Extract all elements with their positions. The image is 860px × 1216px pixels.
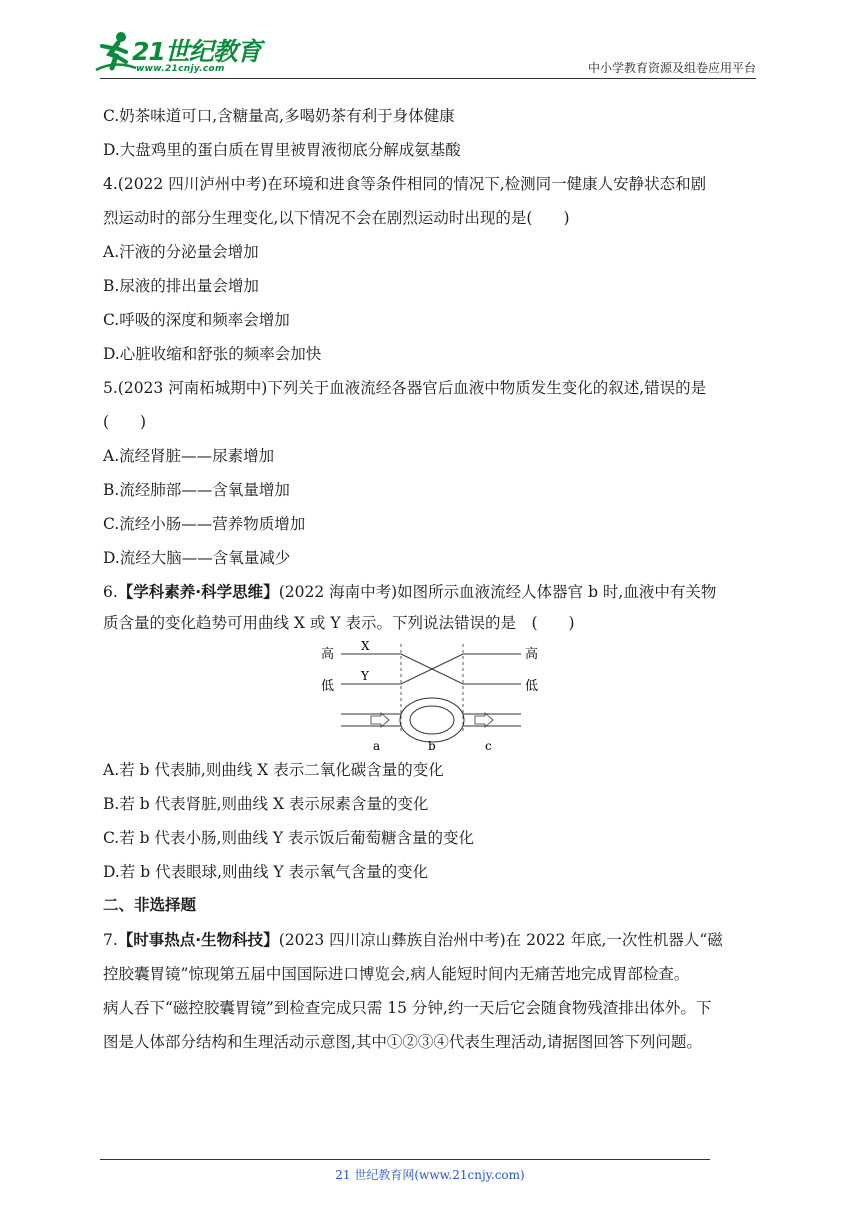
- header-divider: [100, 78, 756, 79]
- flow-arrow-icon: [475, 713, 493, 727]
- q7-stem-line4: 图是人体部分结构和生理活动示意图,其中①②③④代表生理活动,请据图回答下列问题。: [103, 1033, 702, 1051]
- q5-stem-line2: ( ): [103, 413, 147, 431]
- q5-option-c: C.流经小肠——营养物质增加: [103, 515, 306, 533]
- organ-b-inner: [410, 706, 454, 734]
- label-curve-y: Y: [361, 669, 369, 683]
- label-seg-b: b: [428, 739, 436, 753]
- flow-arrow-icon: [371, 713, 389, 727]
- q5-option-b: B.流经肺部——含氧量增加: [103, 481, 290, 499]
- label-low-right: 低: [525, 679, 539, 694]
- logo-url: www.21cnjy.com: [136, 64, 225, 74]
- q7-number: 7.: [103, 931, 118, 949]
- footer-link[interactable]: 21 世纪教育网(www.21cnjy.com): [335, 1168, 525, 1182]
- q6-stem-text: (2022 海南中考)如图所示血液流经人体器官 b 时,血液中有关物: [278, 583, 717, 601]
- q7-stem-text: (2023 四川凉山彝族自治州中考)在 2022 年底,一次性机器人“磁: [278, 931, 723, 949]
- label-high-left: 高: [321, 647, 335, 662]
- logo-text: 21世纪教育: [132, 37, 261, 66]
- q6-option-a: A.若 b 代表肺,则曲线 X 表示二氧化碳含量的变化: [103, 761, 444, 779]
- q4-option-a: A.汗液的分泌量会增加: [103, 243, 259, 261]
- q6-tag: 【学科素养·科学思维】: [117, 583, 279, 601]
- q5-option-a: A.流经肾脏——尿素增加: [103, 447, 275, 465]
- q3-option-d: D.大盘鸡里的蛋白质在胃里被胃液彻底分解成氨基酸: [103, 141, 461, 159]
- label-high-right: 高: [525, 647, 539, 662]
- label-seg-a: a: [373, 739, 381, 753]
- q4-option-c: C.呼吸的深度和频率会增加: [103, 311, 290, 329]
- q3-option-c: C.奶茶味道可口,含糖量高,多喝奶茶有利于身体健康: [103, 107, 455, 125]
- q7-stem-line2: 控胶囊胃镜”惊现第五届中国国际进口博览会,病人能短时间内无痛苦地完成胃部检查。: [103, 965, 690, 983]
- q7-stem-line3: 病人吞下“磁控胶囊胃镜”到检查完成只需 15 分钟,约一天后它会随食物残渣排出体外。下: [103, 999, 712, 1017]
- label-curve-x: X: [361, 639, 370, 653]
- header-platform-label: 中小学教育资源及组卷应用平台: [587, 61, 756, 75]
- q4-stem-line1: 4.(2022 四川泸州中考)在环境和进食等条件相同的情况下,检测同一健康人安静状态和剧: [103, 175, 707, 193]
- section-title: 二、非选择题: [103, 896, 197, 914]
- q5-option-d: D.流经大脑——含氧量减少: [103, 549, 291, 567]
- q5-stem-line1: 5.(2023 河南柘城期中)下列关于血液流经各器官后血液中物质发生变化的叙述,错误的是: [103, 379, 707, 397]
- label-seg-c: c: [485, 739, 492, 753]
- q6-option-b: B.若 b 代表肾脏,则曲线 X 表示尿素含量的变化: [103, 795, 429, 813]
- q6-option-d: D.若 b 代表眼球,则曲线 Y 表示氧气含量的变化: [103, 863, 429, 881]
- q4-option-d: D.心脏收缩和舒张的频率会加快: [103, 345, 322, 363]
- footer-divider: [100, 1159, 710, 1160]
- q4-option-b: B.尿液的排出量会增加: [103, 277, 259, 295]
- site-logo[interactable]: [94, 30, 264, 78]
- label-low-left: 低: [321, 679, 335, 694]
- q7-tag: 【时事热点·生物科技】: [117, 931, 279, 949]
- blood-flow-figure: [313, 636, 553, 756]
- page-header: [0, 0, 860, 82]
- q6-stem-line1: [103, 581, 716, 603]
- q6-number: 6.: [103, 583, 118, 601]
- q4-stem-line2: 烈运动时的部分生理变化,以下情况不会在剧烈运动时出现的是( ): [103, 209, 570, 227]
- q7-stem-line1: [103, 929, 723, 951]
- q6-stem-line2: 质含量的变化趋势可用曲线 X 或 Y 表示。下列说法错误的是 ( ): [103, 614, 575, 632]
- q6-option-c: C.若 b 代表小肠,则曲线 Y 表示饭后葡萄糖含量的变化: [103, 829, 475, 847]
